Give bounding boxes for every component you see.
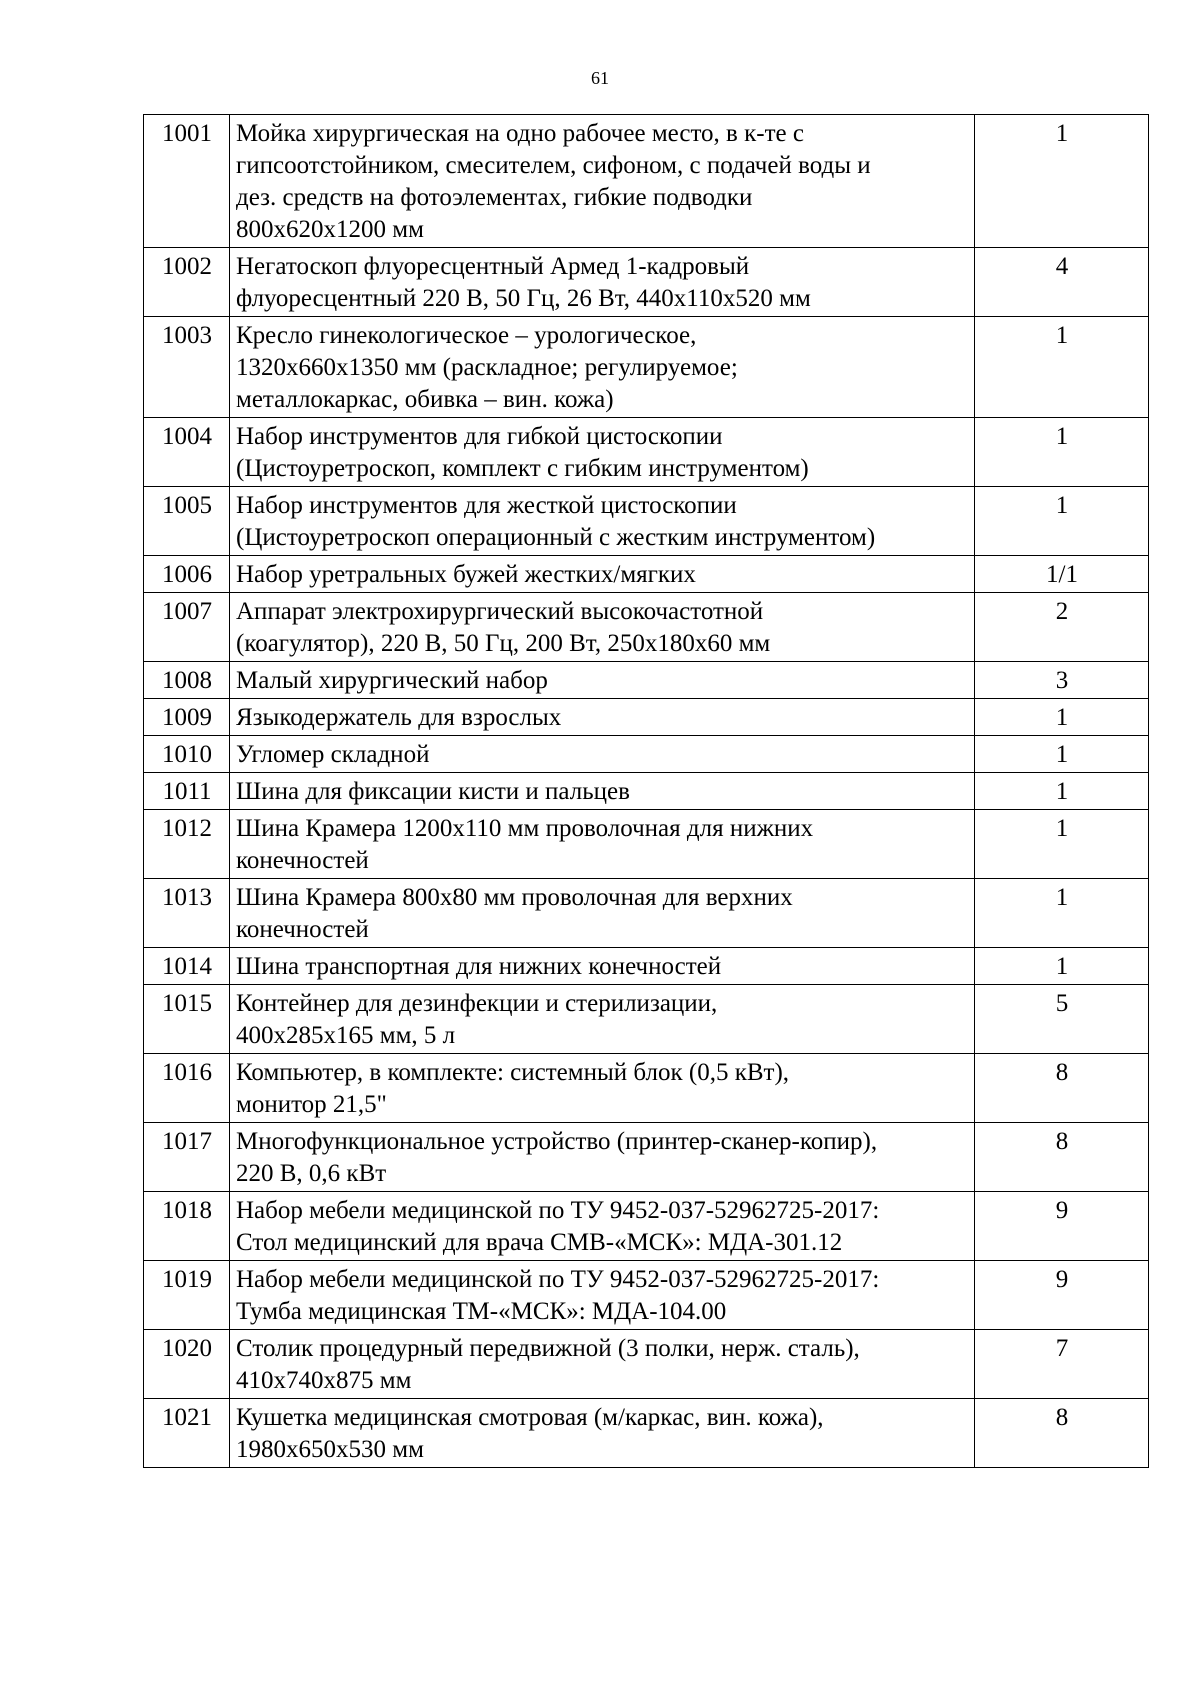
table-row [144, 810, 1149, 879]
item-number: 1016 [144, 1054, 230, 1123]
item-number: 1014 [144, 948, 230, 985]
item-description [230, 879, 975, 948]
description-line: Кресло гинекологическое – урологическое, [236, 322, 697, 349]
item-number: 1001 [144, 115, 230, 248]
item-description [230, 810, 975, 879]
table-row [144, 556, 1149, 593]
item-description [230, 593, 975, 662]
item-quantity: 1 [975, 317, 1149, 418]
item-quantity: 1 [975, 773, 1149, 810]
table-row [144, 699, 1149, 736]
item-quantity: 1 [975, 879, 1149, 948]
description-line: Кушетка медицинская смотровая (м/каркас, вин. кожа), [236, 1404, 824, 1431]
table-row [144, 418, 1149, 487]
item-description [230, 736, 975, 773]
item-number: 1008 [144, 662, 230, 699]
item-number: 1006 [144, 556, 230, 593]
table-row [144, 248, 1149, 317]
item-number: 1013 [144, 879, 230, 948]
item-number: 1021 [144, 1399, 230, 1468]
table-row [144, 487, 1149, 556]
description-line: Набор инструментов для жесткой цистоскопии [236, 492, 737, 519]
item-description [230, 699, 975, 736]
description-line: флуоресцентный 220 В, 50 Гц, 26 Вт, 440х110х520 мм [236, 285, 811, 312]
description-line: Малый хирургический набор [236, 667, 548, 694]
table-row [144, 317, 1149, 418]
table-row [144, 736, 1149, 773]
item-quantity: 1 [975, 115, 1149, 248]
item-quantity: 5 [975, 985, 1149, 1054]
item-number: 1020 [144, 1330, 230, 1399]
description-line: Столик процедурный передвижной (3 полки, нерж. сталь), [236, 1335, 860, 1362]
description-line: Компьютер, в комплекте: системный блок (0,5 кВт), [236, 1059, 790, 1086]
description-line: Набор инструментов для гибкой цистоскопии [236, 423, 723, 450]
description-line: 410х740х875 мм [236, 1367, 412, 1394]
description-line: Шина для фиксации кисти и пальцев [236, 778, 630, 805]
description-line: Набор уретральных бужей жестких/мягких [236, 561, 696, 588]
description-line: металлокаркас, обивка – вин. кожа) [236, 386, 614, 413]
table-row [144, 985, 1149, 1054]
item-quantity: 3 [975, 662, 1149, 699]
table-row [144, 1054, 1149, 1123]
item-description [230, 248, 975, 317]
description-line: (коагулятор), 220 В, 50 Гц, 200 Вт, 250х180х60 мм [236, 630, 771, 657]
description-line: 400х285х165 мм, 5 л [236, 1022, 456, 1049]
item-description [230, 1054, 975, 1123]
item-number: 1010 [144, 736, 230, 773]
table-row [144, 662, 1149, 699]
description-line: Аппарат электрохирургический высокочастотной [236, 598, 764, 625]
item-quantity: 1 [975, 487, 1149, 556]
item-quantity: 1/1 [975, 556, 1149, 593]
table-row [144, 1330, 1149, 1399]
item-number: 1019 [144, 1261, 230, 1330]
equipment-table [143, 114, 1149, 1468]
description-line: Языкодержатель для взрослых [236, 704, 562, 731]
item-description [230, 662, 975, 699]
description-line: Набор мебели медицинской по ТУ 9452-037-52962725-2017: [236, 1197, 880, 1224]
table-body [144, 115, 1149, 1468]
item-number: 1012 [144, 810, 230, 879]
item-quantity: 1 [975, 699, 1149, 736]
item-description [230, 948, 975, 985]
item-description [230, 556, 975, 593]
table-row [144, 948, 1149, 985]
item-description [230, 487, 975, 556]
description-line: Угломер складной [236, 741, 430, 768]
table-row [144, 879, 1149, 948]
description-line: 1320х660х1350 мм (раскладное; регулируемое; [236, 354, 738, 381]
description-line: конечностей [236, 847, 369, 874]
table-row [144, 773, 1149, 810]
item-quantity: 1 [975, 810, 1149, 879]
item-quantity: 1 [975, 418, 1149, 487]
item-quantity: 2 [975, 593, 1149, 662]
table-row [144, 1192, 1149, 1261]
item-description [230, 985, 975, 1054]
item-quantity: 9 [975, 1192, 1149, 1261]
description-line: монитор 21,5" [236, 1091, 387, 1118]
item-description [230, 1123, 975, 1192]
item-number: 1018 [144, 1192, 230, 1261]
description-line: Шина Крамера 800х80 мм проволочная для верхних [236, 884, 793, 911]
item-number: 1017 [144, 1123, 230, 1192]
item-quantity: 8 [975, 1123, 1149, 1192]
description-line: дез. средств на фотоэлементах, гибкие подводки [236, 184, 753, 211]
description-line: конечностей [236, 916, 369, 943]
item-description [230, 115, 975, 248]
item-number: 1015 [144, 985, 230, 1054]
item-description [230, 1261, 975, 1330]
description-line: Набор мебели медицинской по ТУ 9452-037-52962725-2017: [236, 1266, 880, 1293]
page-number: 61 [591, 68, 609, 88]
item-number: 1004 [144, 418, 230, 487]
description-line: Стол медицинский для врача СМВ-«МСК»: МДА-301.12 [236, 1229, 843, 1256]
item-description [230, 1330, 975, 1399]
table-row [144, 1261, 1149, 1330]
item-description [230, 1192, 975, 1261]
table-row [144, 593, 1149, 662]
description-line: Тумба медицинская ТМ-«МСК»: МДА-104.00 [236, 1298, 727, 1325]
item-number: 1011 [144, 773, 230, 810]
description-line: (Цистоуретроскоп, комплект с гибким инструментом) [236, 455, 809, 482]
description-line: Шина Крамера 1200х110 мм проволочная для нижних [236, 815, 814, 842]
description-line: Негатоскоп флуоресцентный Армед 1-кадровый [236, 253, 750, 280]
description-line: Многофункциональное устройство (принтер-сканер-копир), [236, 1128, 878, 1155]
item-description [230, 317, 975, 418]
table-row [144, 1123, 1149, 1192]
table-row [144, 1399, 1149, 1468]
item-number: 1009 [144, 699, 230, 736]
description-line: 1980х650х530 мм [236, 1436, 424, 1463]
description-line: гипсоотстойником, смесителем, сифоном, с подачей воды и [236, 152, 871, 179]
description-line: (Цистоуретроскоп операционный с жестким инструментом) [236, 524, 876, 551]
item-description [230, 773, 975, 810]
item-description [230, 418, 975, 487]
table-row [144, 115, 1149, 248]
item-quantity: 8 [975, 1399, 1149, 1468]
description-line: 220 В, 0,6 кВт [236, 1160, 387, 1187]
item-number: 1002 [144, 248, 230, 317]
item-number: 1007 [144, 593, 230, 662]
item-quantity: 4 [975, 248, 1149, 317]
item-number: 1003 [144, 317, 230, 418]
description-line: Мойка хирургическая на одно рабочее место, в к-те с [236, 120, 804, 147]
item-quantity: 8 [975, 1054, 1149, 1123]
item-quantity: 9 [975, 1261, 1149, 1330]
item-quantity: 1 [975, 736, 1149, 773]
description-line: Контейнер для дезинфекции и стерилизации, [236, 990, 718, 1017]
description-line: Шина транспортная для нижних конечностей [236, 953, 722, 980]
item-quantity: 1 [975, 948, 1149, 985]
item-description [230, 1399, 975, 1468]
item-quantity: 7 [975, 1330, 1149, 1399]
item-number: 1005 [144, 487, 230, 556]
description-line: 800х620х1200 мм [236, 216, 424, 243]
